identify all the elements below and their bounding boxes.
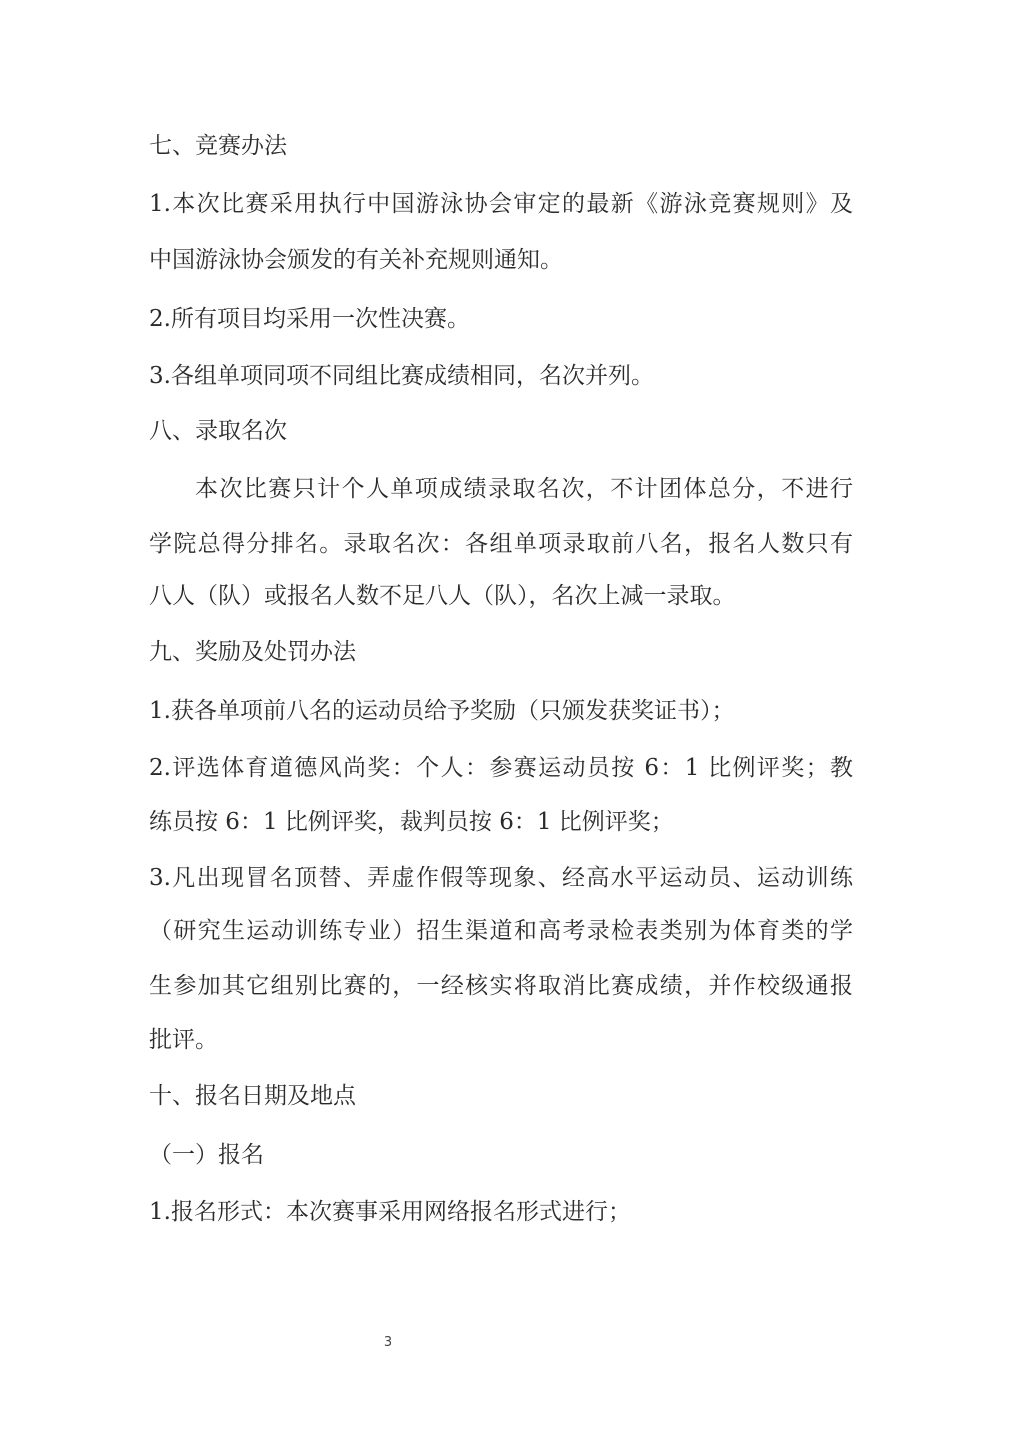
paragraph-line: 3.各组单项同项不同组比赛成绩相同，名次并列。 (149, 363, 654, 389)
paragraph-line: 练员按 6：1 比例评奖，裁判员按 6：1 比例评奖； (149, 809, 674, 835)
paragraph-line: 批评。 (149, 1027, 218, 1053)
paragraph-line: 3.凡出现冒名顶替、弄虚作假等现象、经高水平运动员、运动训练 (149, 865, 853, 891)
paragraph-line: 学院总得分排名。录取名次：各组单项录取前八名，报名人数只有 (149, 531, 853, 557)
paragraph-line: 本次比赛只计个人单项成绩录取名次，不计团体总分，不进行 (195, 476, 853, 502)
paragraph-line: （研究生运动训练专业）招生渠道和高考录检表类别为体育类的学 (149, 918, 853, 944)
section-heading-registration: 十、报名日期及地点 (149, 1083, 356, 1109)
paragraph-line: 生参加其它组别比赛的，一经核实将取消比赛成绩，并作校级通报 (149, 973, 853, 999)
section-heading-competition-method: 七、竞赛办法 (149, 133, 287, 159)
paragraph-line: 八人（队）或报名人数不足八人（队），名次上减一录取。 (149, 583, 736, 609)
paragraph-line: 2.评选体育道德风尚奖：个人：参赛运动员按 6：1 比例评奖；教 (149, 755, 853, 781)
subsection-heading-registration: （一）报名 (149, 1142, 264, 1168)
paragraph-line: 中国游泳协会颁发的有关补充规则通知。 (149, 247, 563, 273)
paragraph-line: 1.报名形式：本次赛事采用网络报名形式进行； (149, 1199, 631, 1225)
paragraph-line: 1.获各单项前八名的运动员给予奖励（只颁发获奖证书）； (149, 698, 735, 724)
section-heading-rewards-penalties: 九、奖励及处罚办法 (149, 639, 356, 665)
paragraph-line: 1.本次比赛采用执行中国游泳协会审定的最新《游泳竞赛规则》及 (149, 191, 853, 217)
section-heading-ranking: 八、录取名次 (149, 418, 287, 444)
page-number: 3 (383, 1335, 393, 1350)
paragraph-line: 2.所有项目均采用一次性决赛。 (149, 306, 470, 332)
